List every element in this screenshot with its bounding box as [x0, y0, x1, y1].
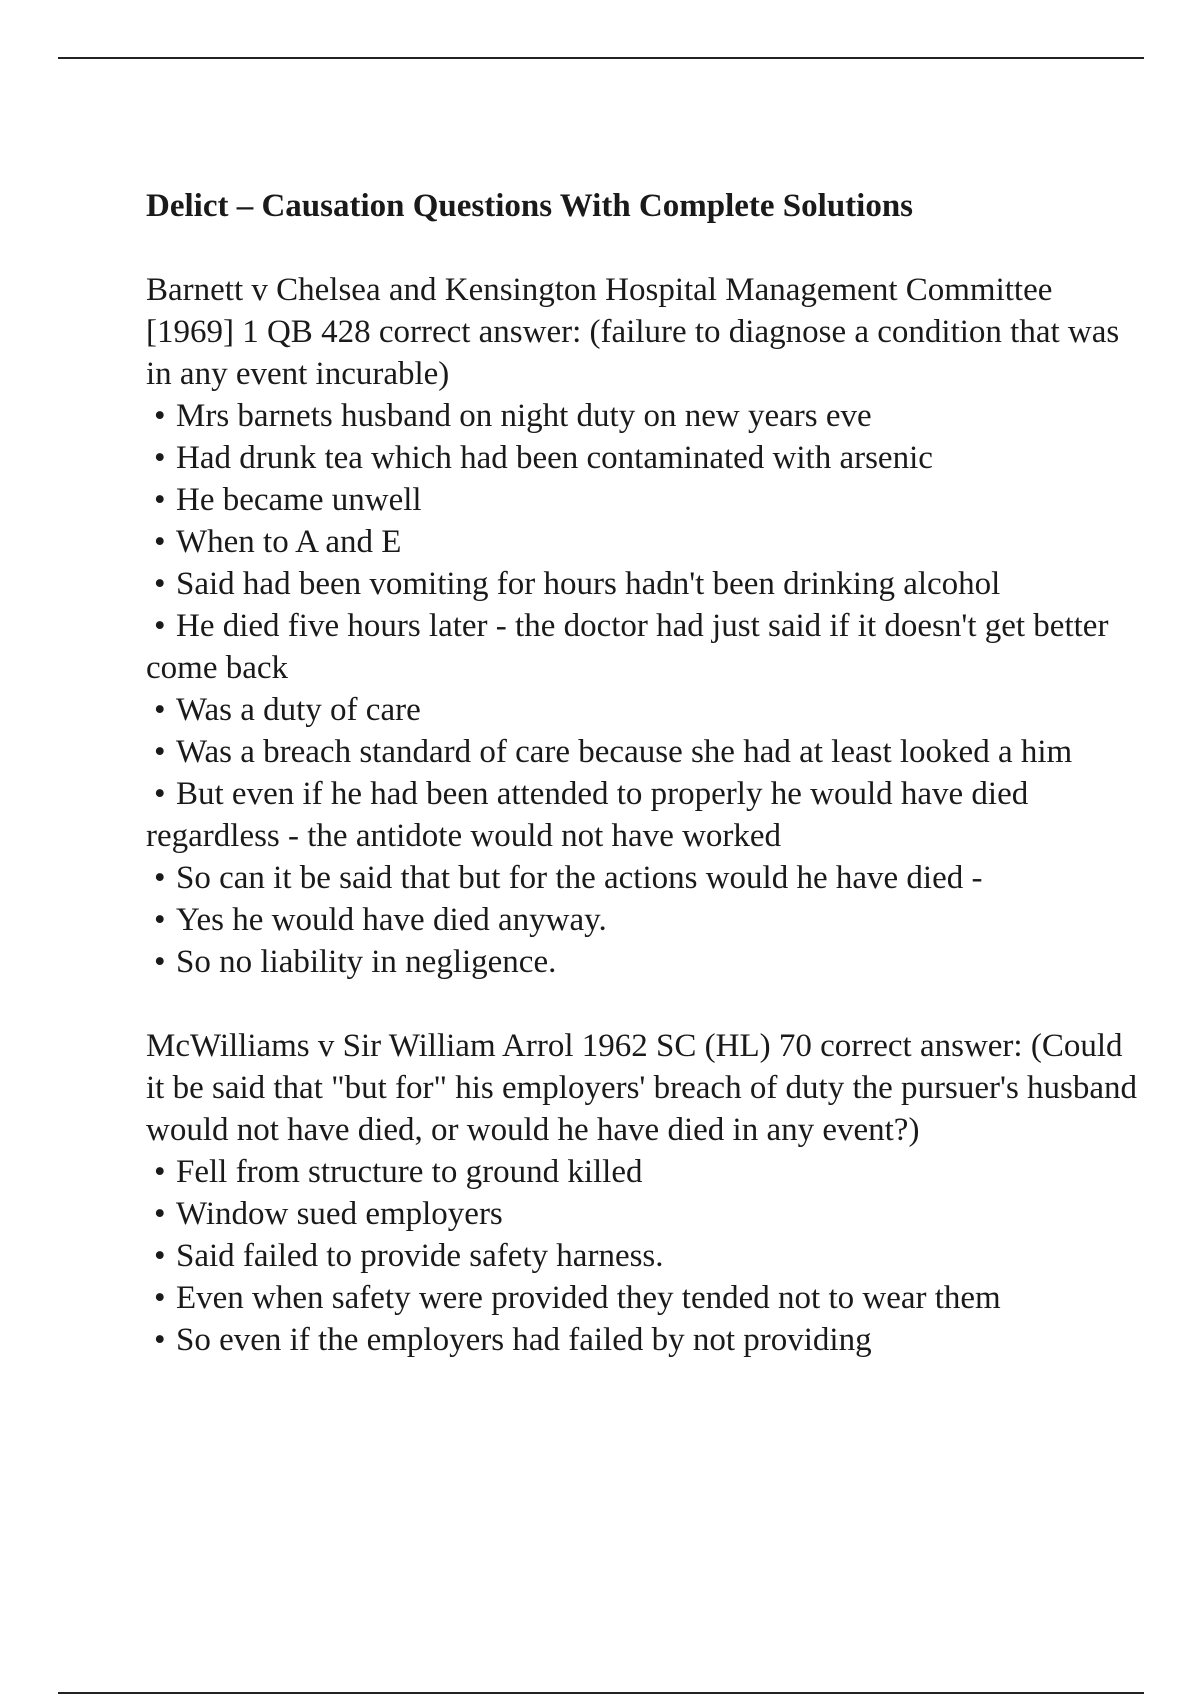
- list-item: [146, 1235, 1146, 1277]
- case-barnett: [146, 269, 1146, 983]
- bullet-icon: •: [154, 524, 166, 560]
- bullet-icon: •: [154, 440, 166, 476]
- list-item: [146, 689, 1146, 731]
- list-item: [146, 1151, 1146, 1193]
- list-item: [146, 395, 1146, 437]
- list-item-text: Even when safety were provided they tended not to wear them: [176, 1280, 1001, 1316]
- list-item: [146, 1319, 1146, 1361]
- list-item-text: Window sued employers: [176, 1196, 503, 1232]
- footer-rule: [58, 1692, 1144, 1694]
- document-body: [146, 185, 1146, 1361]
- bullet-icon: •: [154, 482, 166, 518]
- bullet-icon: •: [154, 1238, 166, 1274]
- bullet-icon: •: [154, 734, 166, 770]
- list-item-text: Said had been vomiting for hours hadn't been drinking alcohol: [176, 566, 1001, 602]
- header-rule: [58, 57, 1144, 59]
- bullet-icon: •: [154, 776, 166, 812]
- bullet-icon: •: [154, 608, 166, 644]
- case-points: [146, 1151, 1146, 1361]
- list-item-text: He died five hours later - the doctor had just said if it doesn't get better come back: [146, 608, 1109, 686]
- bullet-icon: •: [154, 1280, 166, 1316]
- list-item: [146, 899, 1146, 941]
- list-item-text: Was a duty of care: [176, 692, 421, 728]
- bullet-icon: •: [154, 1196, 166, 1232]
- bullet-icon: •: [154, 398, 166, 434]
- list-item: [146, 731, 1146, 773]
- list-item-text: So even if the employers had failed by not providing: [176, 1322, 872, 1358]
- list-item-text: So can it be said that but for the actions would he have died -: [176, 860, 983, 896]
- list-item-text: When to A and E: [176, 524, 402, 560]
- list-item-text: So no liability in negligence.: [176, 944, 557, 980]
- bullet-icon: •: [154, 1322, 166, 1358]
- list-item: [146, 941, 1146, 983]
- bullet-icon: •: [154, 1154, 166, 1190]
- case-heading: Barnett v Chelsea and Kensington Hospital Management Committee [1969] 1 QB 428 correct answer: (failure to diagnose a condition that was in any event incurable): [146, 272, 1120, 392]
- list-item: [146, 605, 1146, 689]
- case-points: [146, 395, 1146, 983]
- list-item-text: Said failed to provide safety harness.: [176, 1238, 664, 1274]
- bullet-icon: •: [154, 692, 166, 728]
- bullet-icon: •: [154, 566, 166, 602]
- list-item-text: But even if he had been attended to properly he would have died regardless - the antidote would not have worked: [146, 776, 1029, 854]
- list-item-text: Fell from structure to ground killed: [176, 1154, 643, 1190]
- list-item-text: He became unwell: [176, 482, 422, 518]
- list-item-text: Yes he would have died anyway.: [176, 902, 607, 938]
- list-item: [146, 773, 1146, 857]
- bullet-icon: •: [154, 902, 166, 938]
- case-mcwilliams: [146, 1025, 1146, 1361]
- list-item: [146, 437, 1146, 479]
- case-heading: McWilliams v Sir William Arrol 1962 SC (HL) 70 correct answer: (Could it be said that "but for" his employers' breach of duty the pursuer's husband would not have died, or would he have died in any event?): [146, 1028, 1138, 1148]
- bullet-icon: •: [154, 944, 166, 980]
- list-item-text: Mrs barnets husband on night duty on new years eve: [176, 398, 872, 434]
- list-item: [146, 521, 1146, 563]
- list-item: [146, 857, 1146, 899]
- document-title: Delict – Causation Questions With Complete Solutions: [146, 188, 914, 224]
- list-item-text: Was a breach standard of care because she had at least looked a him: [176, 734, 1073, 770]
- list-item: [146, 1277, 1146, 1319]
- list-item: [146, 563, 1146, 605]
- list-item-text: Had drunk tea which had been contaminated with arsenic: [176, 440, 933, 476]
- list-item: [146, 1193, 1146, 1235]
- list-item: [146, 479, 1146, 521]
- bullet-icon: •: [154, 860, 166, 896]
